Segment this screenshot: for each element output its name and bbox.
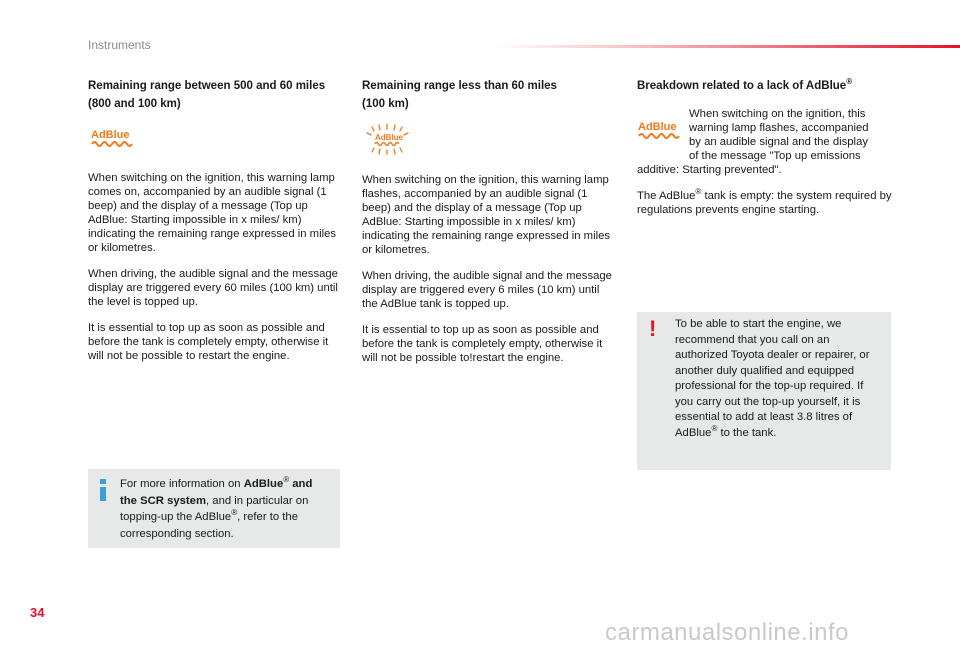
registered-mark: ® <box>695 187 702 197</box>
info-box <box>88 469 340 548</box>
registered-mark: ® <box>711 423 718 433</box>
column2-paragraph-1: When switching on the ignition, this warning lamp flashes, accompanied by an audible signal (1 beep) and the display of a message (Top up AdBlue: Starting impossible in x miles/ km) indicating the remaining range expressed in miles or kilometres. <box>362 174 611 256</box>
adblue-warning-lamp-icon <box>90 127 136 149</box>
column-breakdown <box>637 77 893 229</box>
registered-mark: ® <box>231 508 238 518</box>
info-bold-1: AdBlue <box>243 478 284 490</box>
column2-paragraph-2: When driving, the audible signal and the message display are triggered every 6 miles (10 km) until the AdBlue tank is topped up. <box>362 270 612 310</box>
adblue-breakdown-lamp-icon <box>637 119 683 141</box>
warning-text-end: to the tank. <box>717 426 777 439</box>
breakdown-lamp-row <box>637 107 893 177</box>
column3-p2-end: tank is empty: the system required by regulations prevents engine starting. <box>637 190 892 216</box>
column3-p1-line4: of the message "Top up emissions <box>689 150 861 162</box>
section-title: Instruments <box>88 38 151 52</box>
column-range-less-60 <box>362 77 618 377</box>
column1-heading-line1: Remaining range between 500 and 60 miles <box>88 80 326 92</box>
info-text-3: , refer to the corresponding section. <box>120 511 299 540</box>
column1-heading <box>88 77 344 113</box>
column3-p1-line2: warning lamp flashes, accompanied <box>689 122 869 134</box>
adblue-flashing-lamp-label: AdBlue <box>375 133 403 142</box>
info-icon <box>99 479 107 501</box>
column1-heading-line2: (800 and 100 km) <box>88 98 181 110</box>
adblue-breakdown-lamp-label: AdBlue <box>638 121 677 133</box>
column3-p1-line1: When switching on the ignition, this <box>689 108 866 120</box>
warning-box-text <box>675 317 883 441</box>
column1-paragraph-1: When switching on the ignition, this warning lamp comes on, accompanied by an audible signal (1 beep) and the display of a message (Top up AdBlue: Starting impossible in x miles/ km) indicating the remaining range expressed in miles or kilometres. <box>88 172 337 254</box>
registered-mark: ® <box>283 475 290 485</box>
page-number: 34 <box>30 605 45 620</box>
column1-paragraph-3: It is essential to top up as soon as possible and before the tank is completely empty, otherwise it will not be possible to restart the engine. <box>88 322 329 362</box>
warning-text: To be able to start the engine, we recommend that you call on an authorized Toyota dealer or repairer, or another duly qualified and equipped professional for the top-up required. If you carry out the top-up yourself, it is essential to add at least 3.8 litres of AdBlue <box>675 318 870 439</box>
info-text-2: , and in particular on topping-up the AdBlue <box>120 494 309 523</box>
registered-mark: ® <box>846 77 853 87</box>
column2-paragraph-3: It is essential to top up as soon as possible and before the tank is completely empty, otherwise it will not be possible to!restart the engine. <box>362 324 603 364</box>
column2-heading <box>362 77 618 113</box>
column3-p2-start: The AdBlue <box>637 190 696 202</box>
column2-heading-line2: (100 km) <box>362 98 409 110</box>
header-divider <box>490 45 960 48</box>
column3-p1-line3: by an audible signal and the display <box>689 136 868 148</box>
column-range-500-60 <box>88 77 344 375</box>
info-box-text <box>120 476 332 542</box>
column3-paragraph-2 <box>637 189 893 217</box>
column3-heading <box>637 77 893 95</box>
exclamation-icon: ! <box>649 316 657 341</box>
warning-box <box>637 312 891 470</box>
info-bold-2: and the SCR system <box>120 478 313 507</box>
column1-paragraph-2: When driving, the audible signal and the message display are triggered every 60 miles (100 km) until the level is topped up. <box>88 268 338 308</box>
column3-p1-line5: additive: Starting prevented". <box>637 164 782 176</box>
column3-paragraph-1 <box>637 107 893 177</box>
column3-heading-text: Breakdown related to a lack of AdBlue <box>637 80 847 92</box>
info-text-1: For more information on <box>120 478 244 490</box>
column2-heading-line1: Remaining range less than 60 miles <box>362 80 557 92</box>
watermark: carmanualsonline.info <box>605 619 849 646</box>
adblue-lamp-label: AdBlue <box>91 129 130 141</box>
adblue-flashing-lamp-icon <box>364 123 414 155</box>
